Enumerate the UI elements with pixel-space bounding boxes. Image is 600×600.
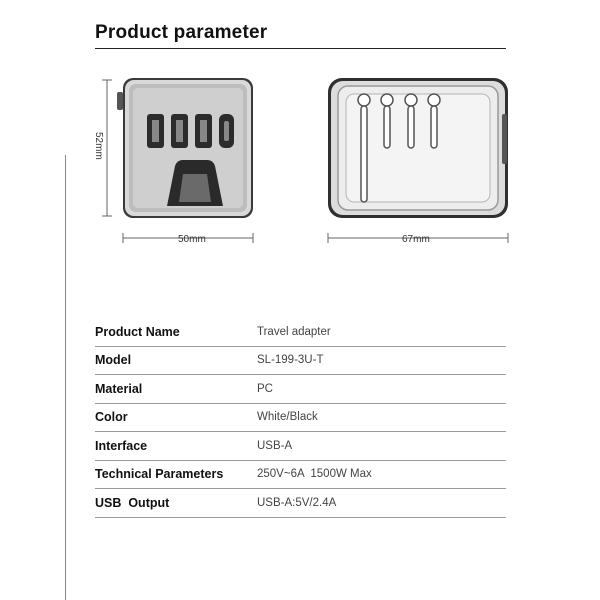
spec-label: Product Name — [95, 318, 257, 346]
spec-value: 250V~6A 1500W Max — [257, 460, 506, 489]
spec-value: SL-199-3U-T — [257, 346, 506, 375]
table-row — [95, 460, 506, 489]
side-view-figure — [320, 70, 515, 255]
spec-table — [95, 318, 506, 518]
title-divider — [95, 48, 506, 49]
left-guide-line — [65, 155, 66, 600]
spec-value: PC — [257, 375, 506, 404]
spec-value: White/Black — [257, 403, 506, 432]
spec-value: USB-A — [257, 432, 506, 461]
spec-label: Model — [95, 346, 257, 375]
spec-label: Color — [95, 403, 257, 432]
page-title: Product parameter — [95, 22, 268, 43]
table-row — [95, 375, 506, 404]
spec-label: Interface — [95, 432, 257, 461]
side-width-dimension-label: 67mm — [402, 234, 430, 245]
table-row — [95, 432, 506, 461]
front-view-figure — [95, 70, 265, 255]
height-dimension-label: 52mm — [93, 132, 104, 160]
table-row — [95, 346, 506, 375]
spec-label: Technical Parameters — [95, 460, 257, 489]
table-row — [95, 318, 506, 346]
table-row — [95, 489, 506, 518]
spec-value: USB-A:5V/2.4A — [257, 489, 506, 518]
front-width-dimension-label: 50mm — [178, 234, 206, 245]
table-row — [95, 403, 506, 432]
spec-value: Travel adapter — [257, 318, 506, 346]
spec-label: Material — [95, 375, 257, 404]
spec-label: USB Output — [95, 489, 257, 518]
